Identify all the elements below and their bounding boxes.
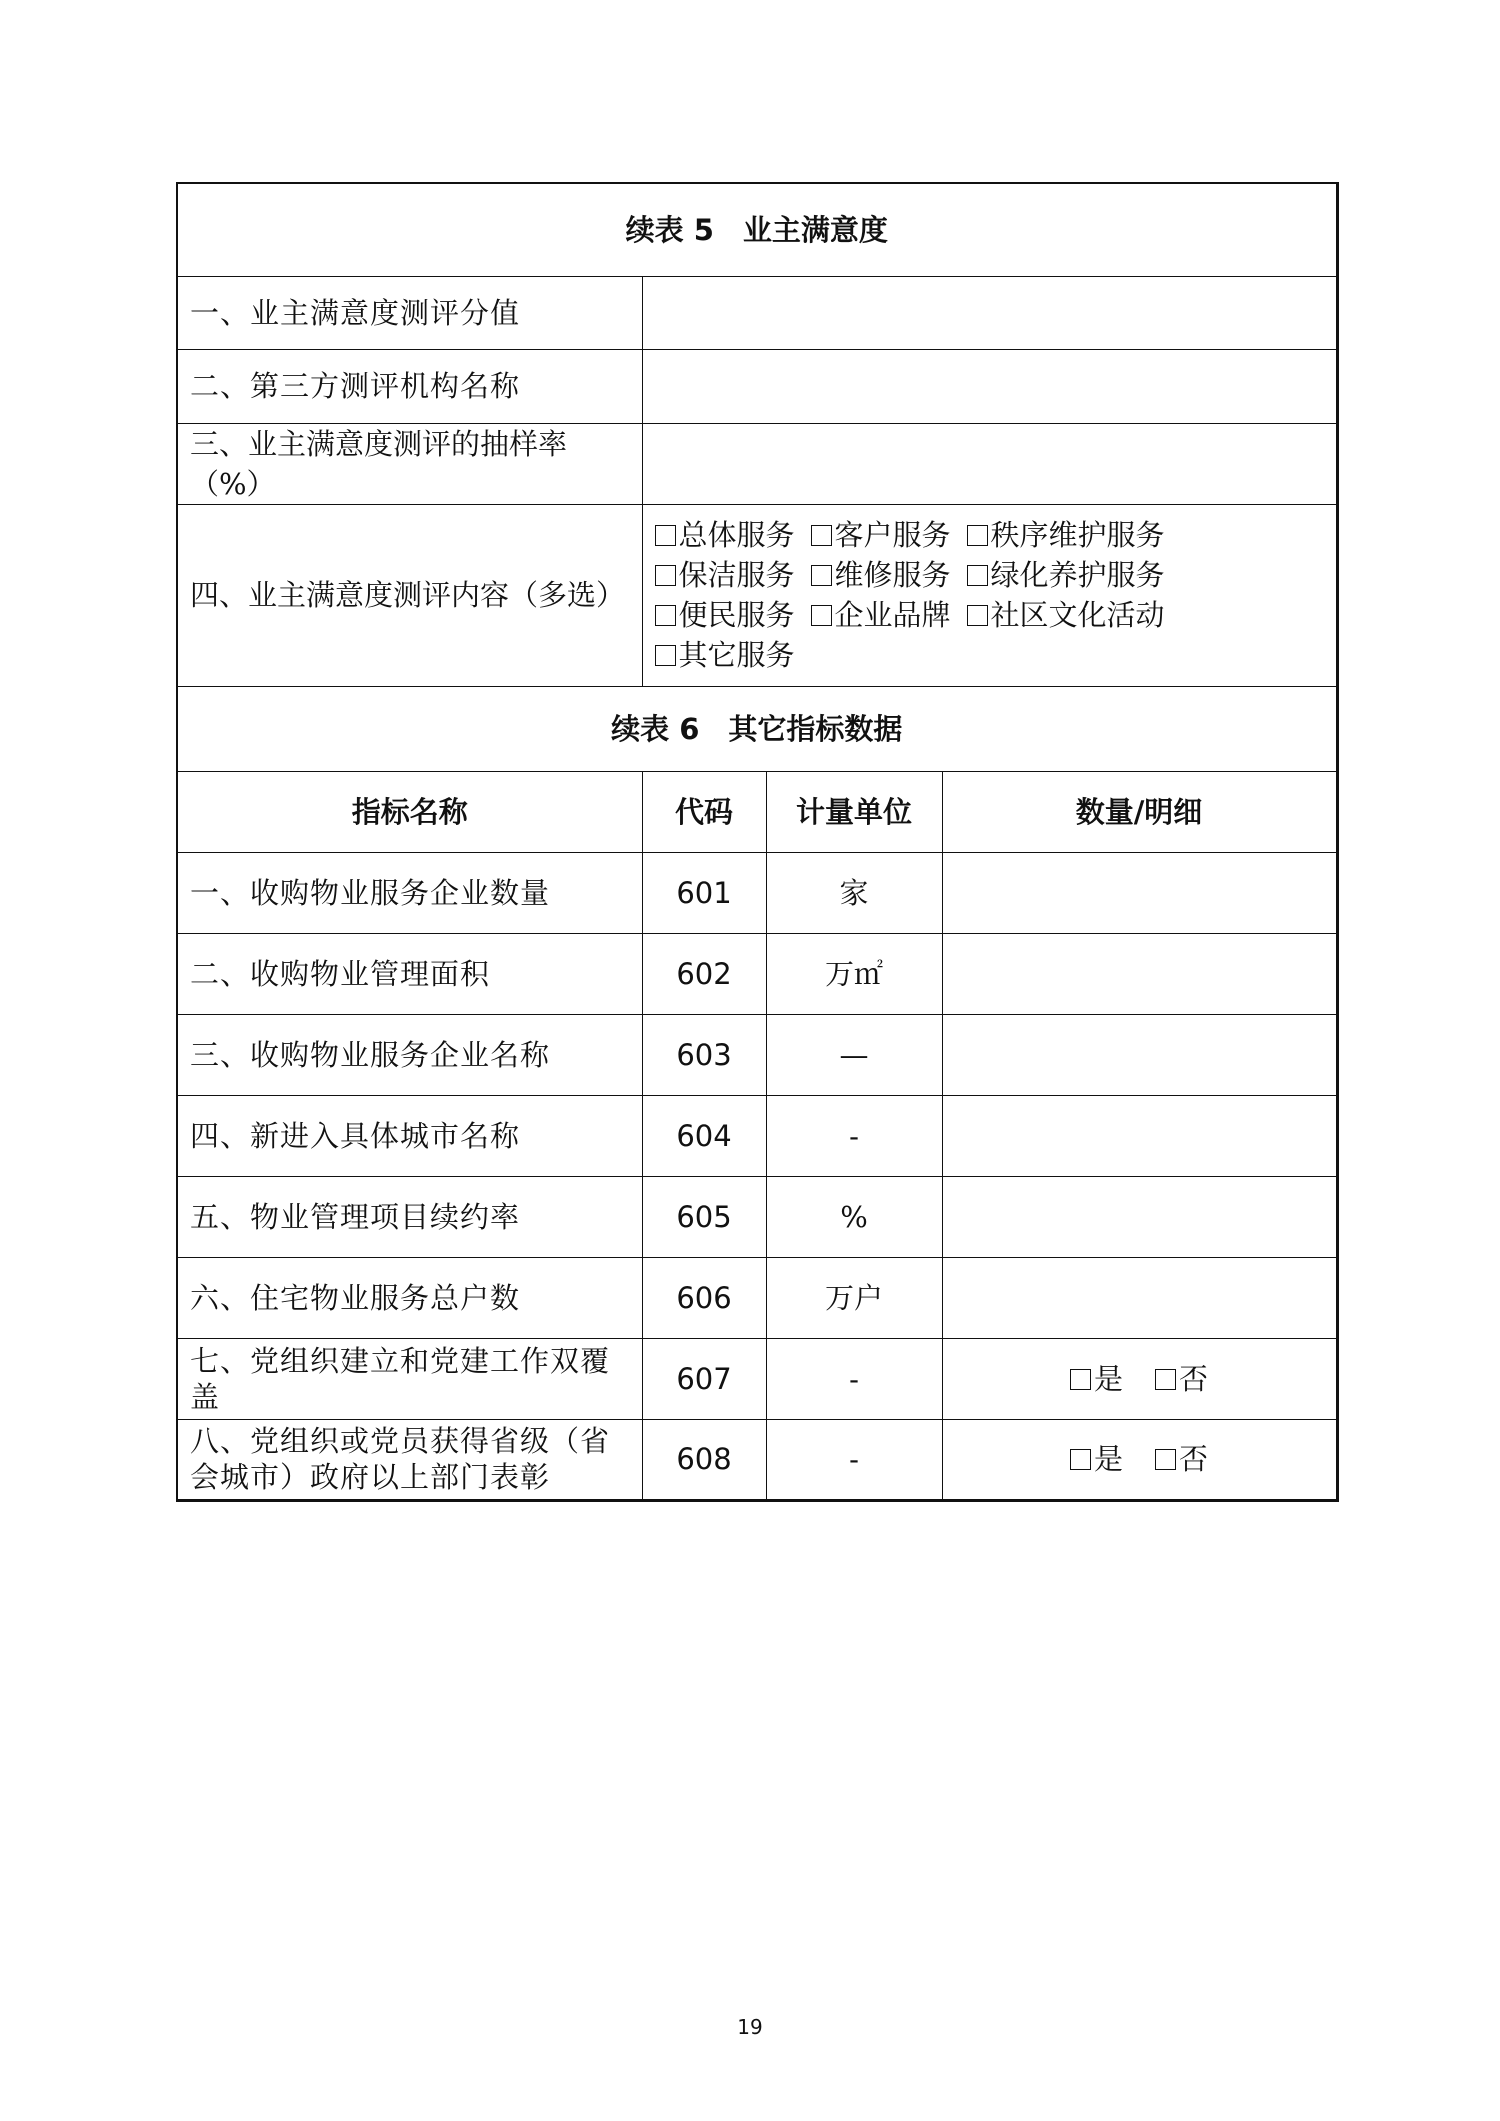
no-checkbox[interactable]: 否	[1155, 1439, 1208, 1479]
table-row	[177, 1338, 1337, 1419]
checkbox-icon[interactable]	[967, 565, 988, 586]
indicator-code: 607	[642, 1338, 766, 1419]
indicator-name: 四、新进入具体城市名称	[177, 1095, 642, 1176]
checkbox-icon[interactable]	[811, 605, 832, 626]
option-checkbox[interactable]: 企业品牌	[811, 595, 951, 635]
option-checkbox[interactable]: 社区文化活动	[967, 595, 1165, 635]
table5-row	[177, 349, 1337, 423]
checkbox-icon[interactable]	[967, 605, 988, 626]
indicator-name: 二、收购物业管理面积	[177, 933, 642, 1014]
table-row	[177, 852, 1337, 933]
indicator-code: 603	[642, 1014, 766, 1095]
indicator-unit: 家	[766, 852, 942, 933]
table5-row	[177, 276, 1337, 349]
option-row	[655, 515, 1324, 555]
indicator-name: 八、党组织或党员获得省级（省会城市）政府以上部门表彰	[177, 1419, 642, 1500]
indicator-name: 五、物业管理项目续约率	[177, 1176, 642, 1257]
indicator-code: 608	[642, 1419, 766, 1500]
indicator-unit: -	[766, 1419, 942, 1500]
checkbox-icon[interactable]	[655, 645, 676, 666]
checkbox-icon[interactable]	[1155, 1369, 1176, 1390]
checkbox-icon[interactable]	[1070, 1369, 1091, 1390]
yes-no-choice	[942, 1419, 1337, 1500]
detail-input-cell[interactable]	[942, 1257, 1337, 1338]
detail-input-cell[interactable]	[942, 1014, 1337, 1095]
option-checkbox[interactable]: 总体服务	[655, 515, 795, 555]
table6-header-row	[177, 771, 1337, 852]
property-report-table	[176, 182, 1339, 1502]
indicator-code: 602	[642, 933, 766, 1014]
table5-row-label: 三、业主满意度测评的抽样率（%）	[177, 423, 642, 504]
indicator-code: 601	[642, 852, 766, 933]
checkbox-icon[interactable]	[1070, 1449, 1091, 1470]
checkbox-icon[interactable]	[655, 565, 676, 586]
sampling-rate-input-cell[interactable]	[642, 423, 1337, 504]
indicator-unit: -	[766, 1338, 942, 1419]
indicator-unit: 万㎡	[766, 933, 942, 1014]
indicator-unit: %	[766, 1176, 942, 1257]
checkbox-icon[interactable]	[967, 525, 988, 546]
indicator-code: 606	[642, 1257, 766, 1338]
table-row	[177, 1419, 1337, 1500]
indicator-unit: 万户	[766, 1257, 942, 1338]
option-checkbox[interactable]: 保洁服务	[655, 555, 795, 595]
indicator-code: 605	[642, 1176, 766, 1257]
table5-row-label: 二、第三方测评机构名称	[177, 349, 642, 423]
yes-checkbox[interactable]: 是	[1070, 1359, 1123, 1399]
indicator-code: 604	[642, 1095, 766, 1176]
table6-title-row	[177, 686, 1337, 771]
checkbox-icon[interactable]	[811, 525, 832, 546]
table-row	[177, 933, 1337, 1014]
indicator-name: 一、收购物业服务企业数量	[177, 852, 642, 933]
detail-input-cell[interactable]	[942, 852, 1337, 933]
header-code: 代码	[642, 771, 766, 852]
option-checkbox[interactable]: 维修服务	[811, 555, 951, 595]
table5-row-label: 四、业主满意度测评内容（多选）	[177, 504, 642, 686]
option-checkbox[interactable]: 便民服务	[655, 595, 795, 635]
checkbox-icon[interactable]	[655, 525, 676, 546]
indicator-name: 七、党组织建立和党建工作双覆盖	[177, 1338, 642, 1419]
option-row	[655, 555, 1324, 595]
table6-title: 续表 6 其它指标数据	[177, 686, 1337, 771]
option-checkbox[interactable]: 其它服务	[655, 635, 795, 675]
option-row	[655, 595, 1324, 635]
detail-input-cell[interactable]	[942, 1095, 1337, 1176]
table5-row	[177, 504, 1337, 686]
evaluation-options	[642, 504, 1337, 686]
no-checkbox[interactable]: 否	[1155, 1359, 1208, 1399]
table-row	[177, 1014, 1337, 1095]
table-row	[177, 1176, 1337, 1257]
indicator-name: 三、收购物业服务企业名称	[177, 1014, 642, 1095]
header-indicator-name: 指标名称	[177, 771, 642, 852]
option-row	[655, 635, 1324, 675]
table5-row	[177, 423, 1337, 504]
option-checkbox[interactable]: 客户服务	[811, 515, 951, 555]
table5-title: 续表 5 业主满意度	[177, 183, 1337, 276]
indicator-unit: —	[766, 1014, 942, 1095]
yes-checkbox[interactable]: 是	[1070, 1439, 1123, 1479]
indicator-name: 六、住宅物业服务总户数	[177, 1257, 642, 1338]
yes-no-choice	[942, 1338, 1337, 1419]
indicator-unit: -	[766, 1095, 942, 1176]
header-detail: 数量/明细	[942, 771, 1337, 852]
checkbox-icon[interactable]	[655, 605, 676, 626]
agency-input-cell[interactable]	[642, 349, 1337, 423]
detail-input-cell[interactable]	[942, 933, 1337, 1014]
checkbox-icon[interactable]	[1155, 1449, 1176, 1470]
table5-row-label: 一、业主满意度测评分值	[177, 276, 642, 349]
page-number: 19	[737, 2015, 763, 2039]
table-row	[177, 1095, 1337, 1176]
table-row	[177, 1257, 1337, 1338]
checkbox-icon[interactable]	[811, 565, 832, 586]
table5-title-row	[177, 183, 1337, 276]
option-checkbox[interactable]: 秩序维护服务	[967, 515, 1165, 555]
header-unit: 计量单位	[766, 771, 942, 852]
score-input-cell[interactable]	[642, 276, 1337, 349]
option-checkbox[interactable]: 绿化养护服务	[967, 555, 1165, 595]
detail-input-cell[interactable]	[942, 1176, 1337, 1257]
